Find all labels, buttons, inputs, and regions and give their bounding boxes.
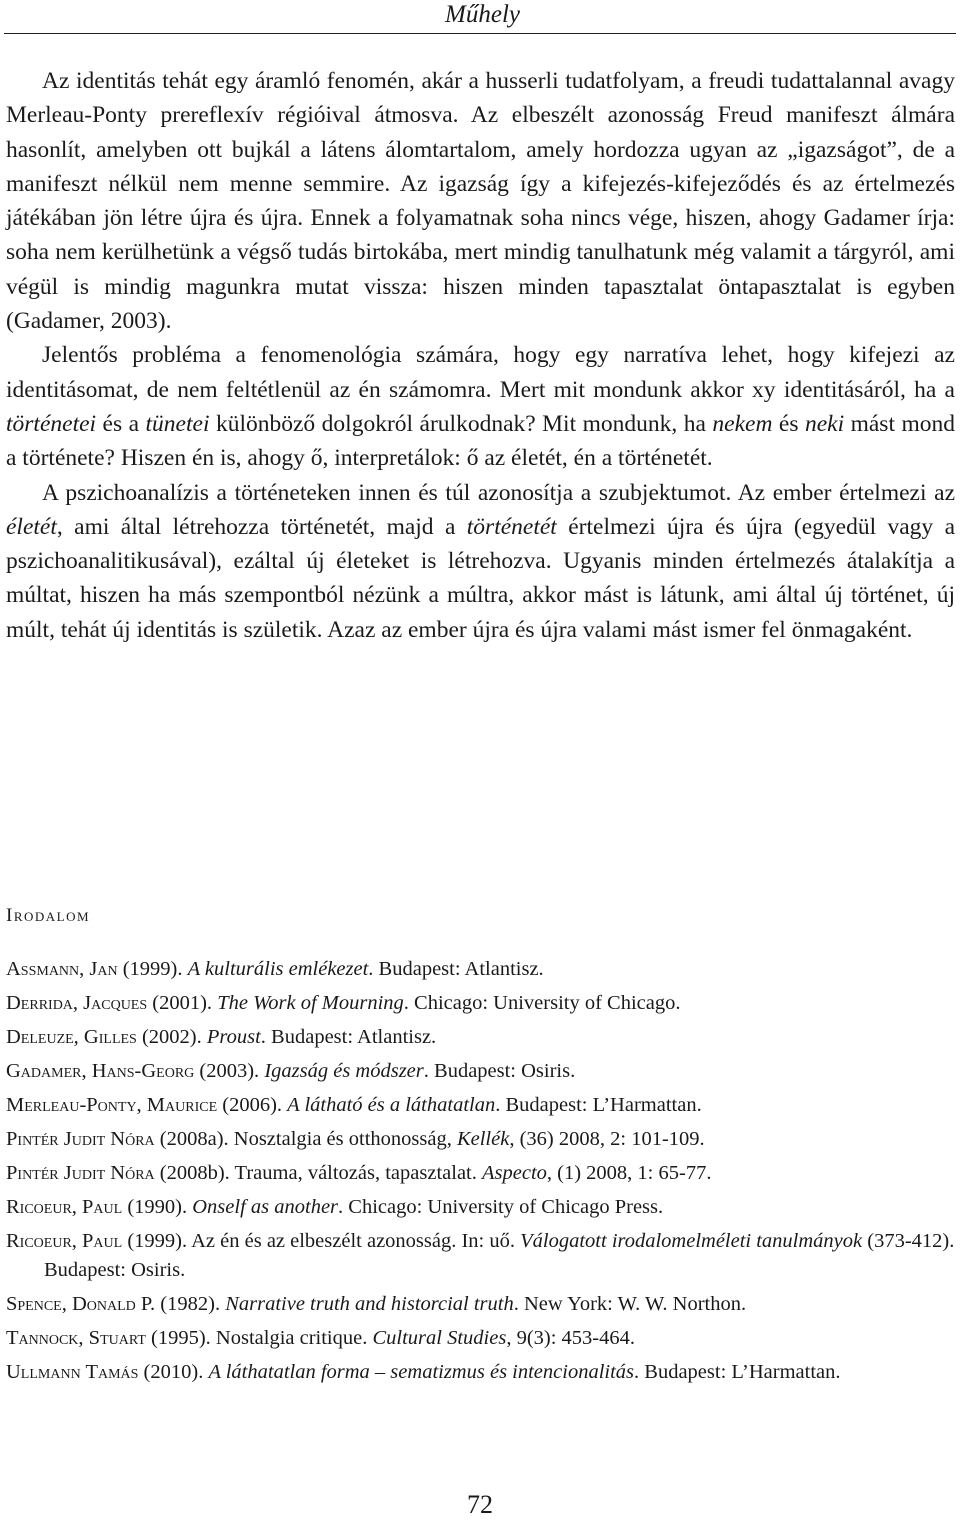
main-text (6, 64, 955, 647)
reference-item: Ullmann Tamás (2010). A láthatatlan forma – sematizmus és intencionalitás. Budapest: L’Harmattan. (6, 1361, 841, 1383)
paragraph-1: Az identitás tehát egy áramló fenomén, akár a husserli tudatfolyam, a freudi tudattalannal avagy Merleau-Ponty prereflexív régióival átmosva. Az elbeszélt azonosság Freud manifeszt álmára hasonlít, amelyben ott bujkál a látens álomtartalom, amely hordozza ugyan az „igazságot”, de a manifeszt nélkül nem menne semmire. Az igazság így a kifejezés-kifejeződés és az értelmezés játékában jön létre újra és újra. Ennek a folyamatnak soha nincs vége, hiszen, ahogy Gadamer írja: soha nem kerülhetünk a végső tudás birtokába, mert mindig tanulhatunk még valamit a tárgyról, ami végül is mindig magunkra mutat vissza: hiszen minden tapasztalat öntapasztalat is egyben (Gadamer, 2003). (6, 68, 955, 335)
reference-item: Ricoeur, Paul (1990). Onself as another. Chicago: University of Chicago Press. (6, 1196, 664, 1218)
reference-item: Spence, Donald P. (1982). Narrative truth and historcial truth. New York: W. W. Northon. (6, 1293, 747, 1315)
reference-item: Gadamer, Hans-Georg (2003). Igazság és módszer. Budapest: Osiris. (6, 1060, 576, 1082)
reference-item: Pintér Judit Nóra (2008a). Nosztalgia és otthonosság, Kellék, (36) 2008, 2: 101-109. (6, 1128, 705, 1150)
reference-item: Derrida, Jacques (2001). The Work of Mourning. Chicago: University of Chicago. (6, 992, 681, 1014)
reference-item: Merleau-Ponty, Maurice (2006). A látható és a láthatatlan. Budapest: L’Harmattan. (6, 1094, 702, 1116)
paragraph-2: Jelentős probléma a fenomenológia számára, hogy egy narratíva lehet, hogy kifejezi az identitásomat, de nem feltétlenül az én számomra. Mert mit mondunk akkor xy identitásáról, ha a történetei és a tünetei különböző dolgokról árulkodnak? Mit mondunk, ha nekem és neki mást mond a története? Hiszen én is, ahogy ő, interpretálok: ő az életét, én a történetét. (6, 342, 955, 472)
reference-item: Tannock, Stuart (1995). Nostalgia critique. Cultural Studies, 9(3): 453-464. (6, 1327, 636, 1349)
page-number: 72 (467, 1490, 493, 1519)
reference-item: Assmann, Jan (1999). A kulturális emlékezet. Budapest: Atlantisz. (6, 958, 544, 980)
references-list (6, 955, 956, 1392)
reference-item: Deleuze, Gilles (2002). Proust. Budapest: Atlantisz. (6, 1026, 437, 1048)
paragraph-3: A pszichoanalízis a történeteken innen és túl azonosítja a szubjektumot. Az ember értelmezi az életét, ami által létrehozza történetét, majd a történetét értelmezi újra és újra (egyedül vagy a pszichoanalitikusával), ezáltal új életeket is létrehozva. Ugyanis minden értelmezés átalakítja a múltat, hiszen ha más szempontból nézünk a múltra, akkor mást is látunk, ami által új történet, új múlt, tehát új identitás is születik. Azaz az ember újra és újra valami mást ismer fel önmagaként. (6, 479, 955, 643)
running-header (4, 0, 956, 34)
reference-item: Ricoeur, Paul (1999). Az én és az elbeszélt azonosság. In: uő. Válogatott irodalomelméleti tanulmányok (373-412). Budapest: Osiris. (6, 1230, 955, 1281)
references-heading: Irodalom (6, 905, 91, 926)
reference-item: Pintér Judit Nóra (2008b). Trauma, változás, tapasztalat. Aspecto, (1) 2008, 1: 65-77. (6, 1162, 712, 1184)
section-title: Műhely (445, 1, 520, 28)
